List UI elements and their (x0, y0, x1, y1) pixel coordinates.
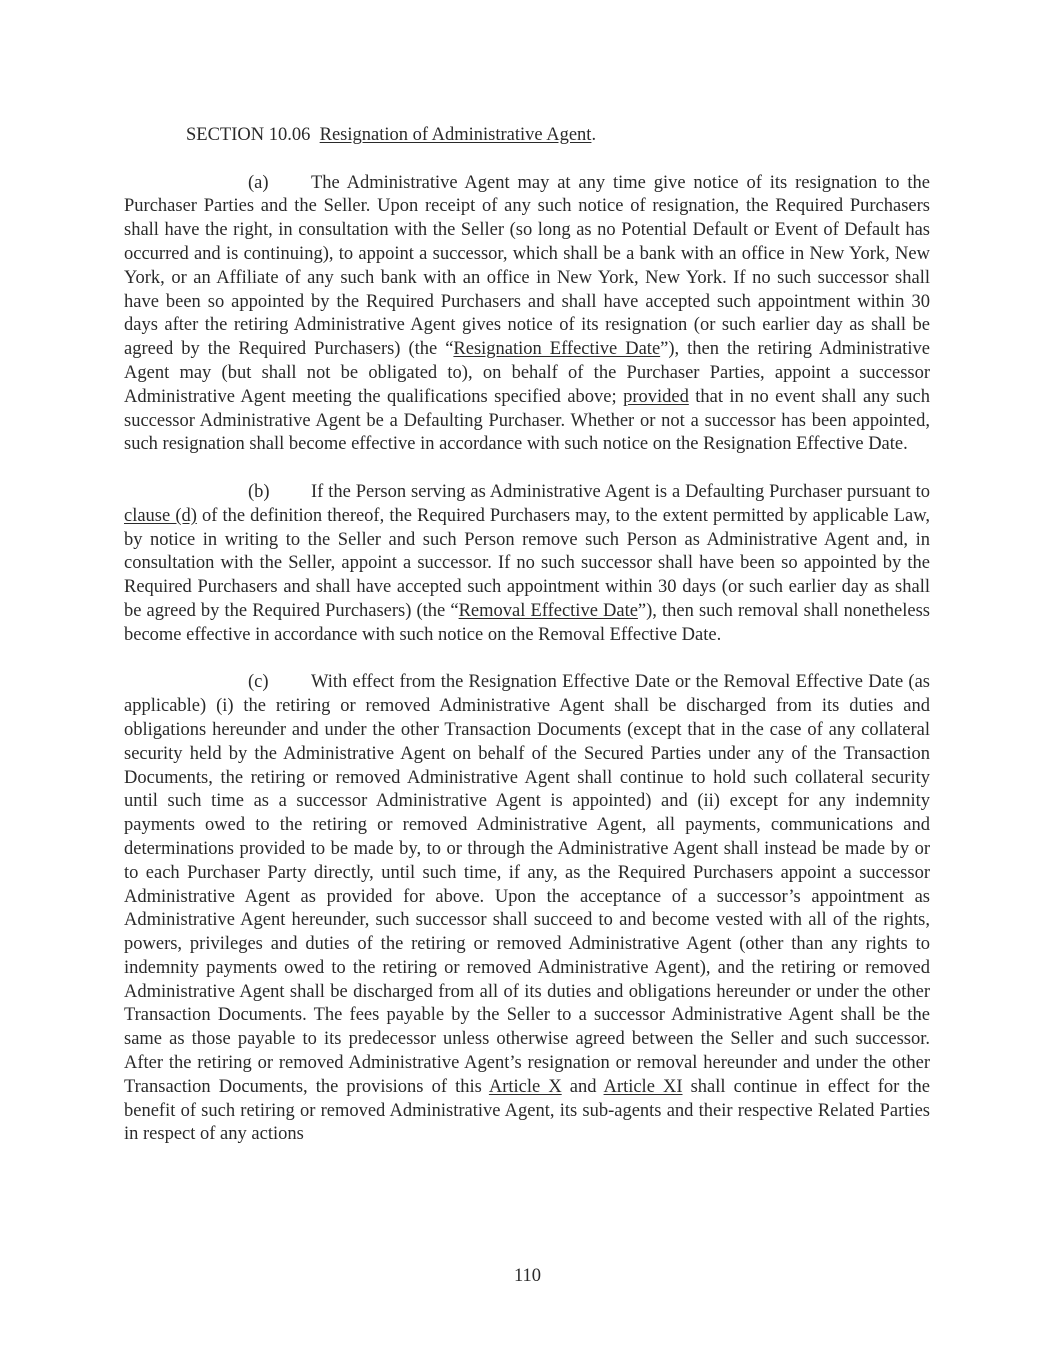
paragraph-a-text-3: that in no event shall any such successor Administrative Agent be a Defaulting Purchaser. Whether or not a successor has been appointed, such resignation shall become effective in accordance with such notice on the Resignation Effective Date. (124, 386, 930, 455)
article-x-reference: Article X (488, 1076, 562, 1097)
section-title-period: . (591, 125, 597, 145)
paragraph-a-label: (a) (248, 172, 269, 193)
paragraph-b-text-3: ”), then such removal shall nonetheless become effective in accordance with such notice on the Removal Effective Date. (124, 600, 930, 645)
section-heading (186, 124, 930, 148)
paragraph-c-text-1: With effect from the Resignation Effective Date or the Removal Effective Date (as applicable) (i) the retiring or removed Administrative Agent shall be discharged from its duties and obligations hereunder and under the other Transaction Documents (except that in the case of any collateral security held by the Administrative Agent on behalf of the Secured Parties under any of the Transaction Documents, the retiring or removed Administrative Agent shall continue to hold such collateral security until such time as a successor Administrative Agent is appointed) and (ii) except for any indemnity payments owed to the retiring or removed Administrative Agent, all payments, communications and determinations provided to be made by, to or through the Administrative Agent shall instead be made by or to each Purchaser Party directly, until such time, if any, as the Required Purchasers appoint a successor Administrative Agent as provided for above. Upon the acceptance of a successor’s appointment as Administrative Agent hereunder, such successor shall succeed to and become vested with all of the rights, powers, privileges and duties of the retiring or removed Administrative Agent (other than any rights to indemnity payments owed to the retiring or removed Administrative Agent), and the retiring or removed Administrative Agent shall be discharged from all of its duties and obligations hereunder or under the other Transaction Documents. The fees payable by the Seller to a successor Administrative Agent shall be the same as those payable to its predecessor unless otherwise agreed between the Seller and such successor. After the retiring or removed Administrative Agent’s resignation or removal hereunder and under the other Transaction Documents, the provisions of this (124, 672, 930, 1097)
paragraph-a-text-1: The Administrative Agent may at any time give notice of its resignation to the Purchaser Parties and the Seller. Upon receipt of any such notice of resignation, the Required Purchasers shall have the right, in consultation with the Seller (so long as no Potential Default or Event of Default has occurred and is continuing), to appoint a successor, which shall be a bank with an office in New York, New York, or an Affiliate of any such bank with an office in New York, New York. If no such successor shall have been so appointed by the Required Purchasers and shall have accepted such appointment within 30 days after the retiring Administrative Agent gives notice of its resignation (or such earlier day as shall be agreed by the Required Purchasers) (the “ (124, 172, 930, 360)
paragraph-c-text-2: shall continue in effect for the benefit of such retiring or removed Administrative Agent, its sub-agents and their respective Related Parties in respect of any actions (124, 1076, 930, 1145)
article-xi-reference: Article XI (603, 1076, 683, 1097)
section-number: SECTION 10.06 (186, 125, 311, 145)
document-page (124, 124, 930, 1147)
section-title: Resignation of Administrative Agent (319, 125, 592, 145)
paragraph-b-text-2: of the definition thereof, the Required Purchasers may, to the extent permitted by applicable Law, by notice in writing to the Seller and such Person remove such Person as Administrative Agent and, in consultation with the Seller, appoint a successor. If no such successor shall have been so appointed by the Required Purchasers and shall have accepted such appointment within 30 days (or such earlier day as shall be agreed by the Required Purchasers) (the “ (124, 505, 930, 621)
paragraph-c-label: (c) (248, 672, 269, 693)
page-number: 110 (513, 1266, 542, 1286)
paragraph-a-text-2: ”), then the retiring Administrative Agent may (but shall not be obligated to), on behalf of the Purchaser Parties, appoint a successor Administrative Agent meeting the qualifications specified above; (124, 339, 930, 407)
provided-term: provided (623, 386, 689, 407)
paragraph-b-label: (b) (248, 481, 270, 502)
defined-term-removal-effective-date: Removal Effective Date (458, 600, 638, 621)
clause-d-reference: clause (d) (124, 505, 197, 526)
paragraph-b-text-1: If the Person serving as Administrative Agent is a Defaulting Purchaser pursuant to (311, 481, 930, 502)
paragraph-c (124, 671, 930, 1147)
paragraph-c-and: and (561, 1076, 604, 1097)
paragraph-a (124, 172, 930, 458)
defined-term-resignation-effective-date: Resignation Effective Date (453, 339, 661, 360)
paragraph-b (124, 481, 930, 648)
